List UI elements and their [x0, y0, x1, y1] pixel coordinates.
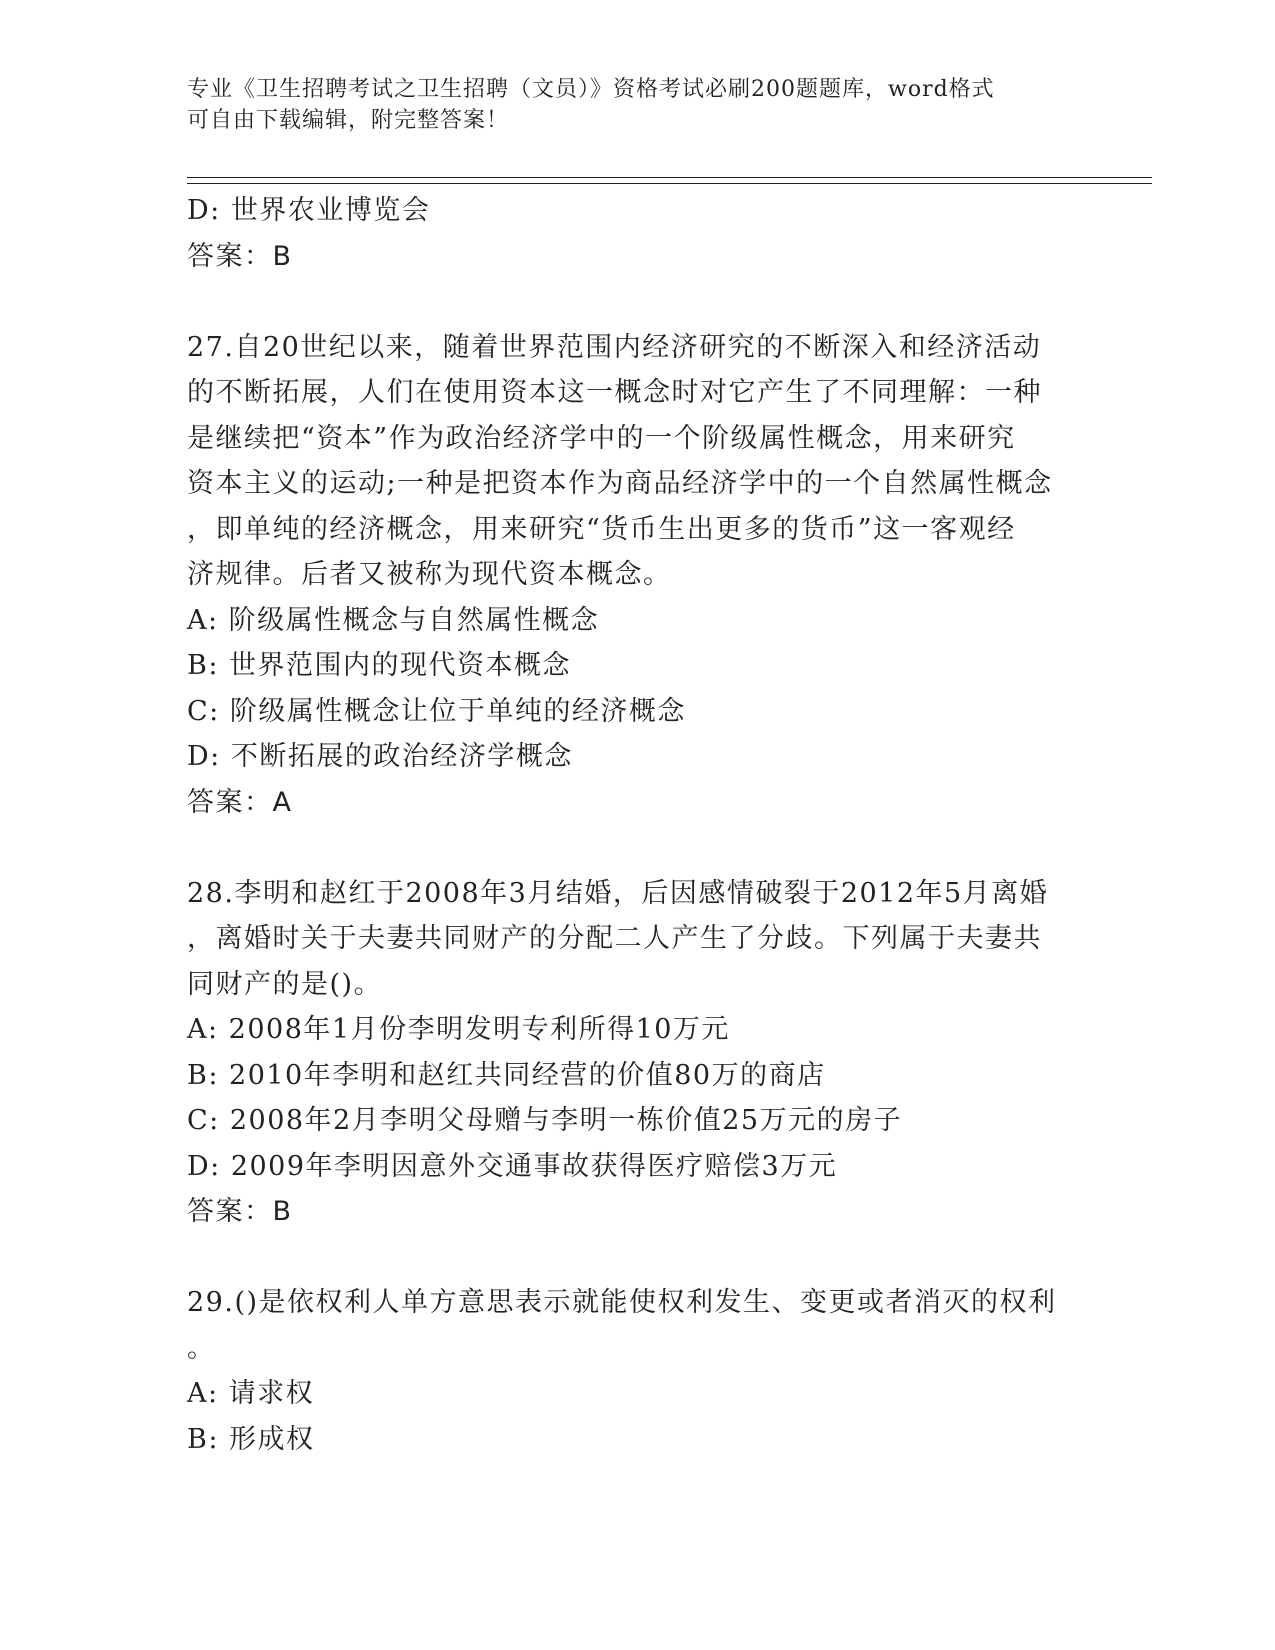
spacer [187, 825, 1077, 871]
question-27 [187, 325, 1077, 826]
question-text-line: 同财产的是()。 [187, 968, 383, 1000]
question-text-line: ，即单纯的经济概念，用来研究“货币生出更多的货币”这一客观经 [187, 513, 1016, 545]
question-text-line: 。 [187, 1332, 216, 1364]
question-text-line: 29.()是依权利人单方意思表示就能使权利发生、变更或者消灭的权利 [187, 1287, 1057, 1318]
option-c: C: 2008年2月李明父母赠与李明一栋价值25万元的房子 [187, 1105, 903, 1136]
spacer [187, 279, 1077, 325]
question-29 [187, 1280, 1077, 1462]
option-d: D: 不断拓展的政治经济学概念 [187, 741, 573, 772]
question-text-line: 资本主义的运动;一种是把资本作为商品经济学中的一个自然属性概念 [187, 468, 1053, 499]
answer: 答案：B [187, 240, 293, 272]
option-a: A: 请求权 [187, 1378, 315, 1409]
answer: 答案：B [187, 1196, 293, 1227]
spacer [187, 1235, 1077, 1281]
option-b: B: 世界范围内的现代资本概念 [187, 650, 572, 681]
header-divider-bottom [187, 183, 1152, 184]
header-line-2: 可自由下载编辑，附完整答案！ [187, 108, 510, 133]
question-text-line: 28.李明和赵红于2008年3月结婚，后因感情破裂于2012年5月离婚 [187, 877, 1049, 909]
question-text-line: 的不断拓展，人们在使用资本这一概念时对它产生了不同理解：一种 [187, 377, 1042, 408]
document-header [187, 74, 1067, 136]
option-c: C: 阶级属性概念让位于单纯的经济概念 [187, 695, 686, 727]
header-divider-top [187, 177, 1152, 178]
option-a: A: 2008年1月份李明发明专利所得10万元 [187, 1014, 730, 1045]
option-b: B: 2010年李明和赵红共同经营的价值80万的商店 [187, 1059, 826, 1091]
option-d: D: 世界农业博览会 [187, 195, 431, 226]
question-text-line: 27.自20世纪以来，随着世界范围内经济研究的不断深入和经济活动 [187, 331, 1042, 363]
answer: 答案：A [187, 786, 293, 818]
header-line-1: 专业《卫生招聘考试之卫生招聘（文员）》资格考试必刷200题题库，word格式 [187, 77, 995, 102]
question-28 [187, 871, 1077, 1235]
question-26-tail [187, 188, 1077, 279]
question-text-line: 是继续把“资本”作为政治经济学中的一个阶级属性概念，用来研究 [187, 422, 1016, 454]
document-body [187, 188, 1077, 1462]
question-text-line: ，离婚时关于夫妻共同财产的分配二人产生了分歧。下列属于夫妻共 [187, 923, 1042, 954]
option-b: B: 形成权 [187, 1423, 315, 1455]
option-d: D: 2009年李明因意外交通事故获得医疗赔偿3万元 [187, 1150, 838, 1182]
option-a: A: 阶级属性概念与自然属性概念 [187, 604, 600, 636]
question-text-line: 济规律。后者又被称为现代资本概念。 [187, 559, 672, 590]
